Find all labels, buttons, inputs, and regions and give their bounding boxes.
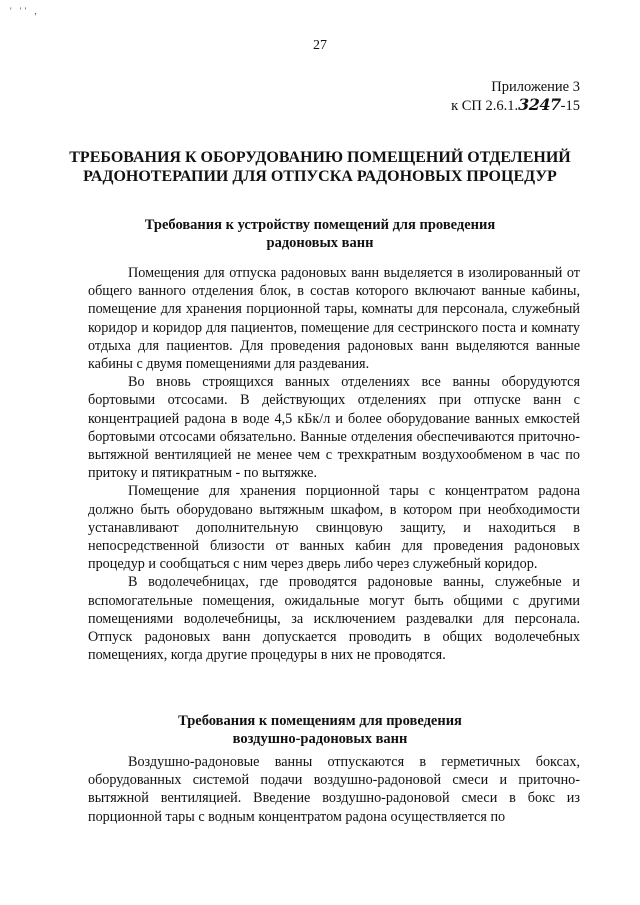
paragraph: Помещения для отпуска радоновых ванн выделяется в изолированный от общего ванного отделения блок, в состав которого включают ванные кабины, помещение для хранения порционной тары, комнаты для персонала, служебный коридор и коридор для пациентов, помещение для сестринского поста и комнату отдыха для пациентов. Для проведения радоновых ванн выделяются ванные кабины с двумя помещениями для раздевания. (88, 265, 580, 373)
section-1-heading (60, 216, 580, 252)
paragraph: Воздушно-радоновые ванны отпускаются в герметичных боксах, оборудованных системой подачи воздушно-радоновой смеси и приточно-вытяжной вентиляцией. Введение воздушно-радоновой смеси в бокс из порционной тары с водным концентратом радона осуществляется по (88, 754, 580, 825)
appendix-line: Приложение 3 (491, 79, 580, 95)
appendix-ref-suffix: -15 (560, 98, 580, 114)
main-title (40, 148, 600, 186)
paragraph: Помещение для хранения порционной тары с концентратом радона должно быть оборудовано вытяжным шкафом, в котором при необходимости устанавливают дополнительную свинцовую защиту, и находиться в непосредственной близости от ванных кабин для проведения радоновых процедур и сообщаться с ним через дверь либо через служебный коридор. (88, 483, 580, 573)
paragraph: В водолечебницах, где проводятся радоновые ванны, служебные и вспомогательные помещения, ожидальные могут быть общими с другими помещениями водолечебницы, за исключением раздевалки для персонала. Отпуск радоновых ванн допускается проводить в общих водолечебных помещениях, когда другие процедуры в них не проводятся. (88, 574, 580, 664)
main-title-line-2: РАДОНОТЕРАПИИ ДЛЯ ОТПУСКА РАДОНОВЫХ ПРОЦЕДУР (83, 168, 557, 185)
section-1-heading-line-1: Требования к устройству помещений для проведения (144, 217, 496, 233)
appendix-ref-prefix: к СП 2.6.1. (451, 98, 519, 114)
appendix-document-ref (451, 96, 580, 115)
main-title-line-1: ТРЕБОВАНИЯ К ОБОРУДОВАНИЮ ПОМЕЩЕНИЙ ОТДЕЛЕНИЙ (69, 149, 571, 166)
handwritten-number: 3247 (518, 95, 561, 114)
section-2-heading (60, 712, 580, 748)
scan-marks: ' '' , (10, 6, 40, 16)
section-1-heading-line-2: радоновых ванн (266, 235, 374, 251)
appendix-reference (451, 78, 580, 115)
section-2-heading-line-2: воздушно-радоновых ванн (232, 731, 408, 747)
page-number: 27 (313, 38, 327, 53)
section-1-body (88, 264, 580, 664)
paragraph: Во вновь строящихся ванных отделениях все ванны оборудуются бортовыми отсосами. В действующих отделениях при отпуске ванн с концентрацией радона в воде 4,5 кБк/л и более оборудование ванных емкостей бортовыми отсосами обязательно. Ванные отделения обеспечиваются приточно-вытяжной вентиляцией не менее чем с трехкратным воздухообменом в час по притоку и пятикратным - по вытяжке. (88, 374, 580, 482)
section-2-heading-line-1: Требования к помещениям для проведения (178, 713, 462, 729)
section-2-body (88, 753, 580, 826)
